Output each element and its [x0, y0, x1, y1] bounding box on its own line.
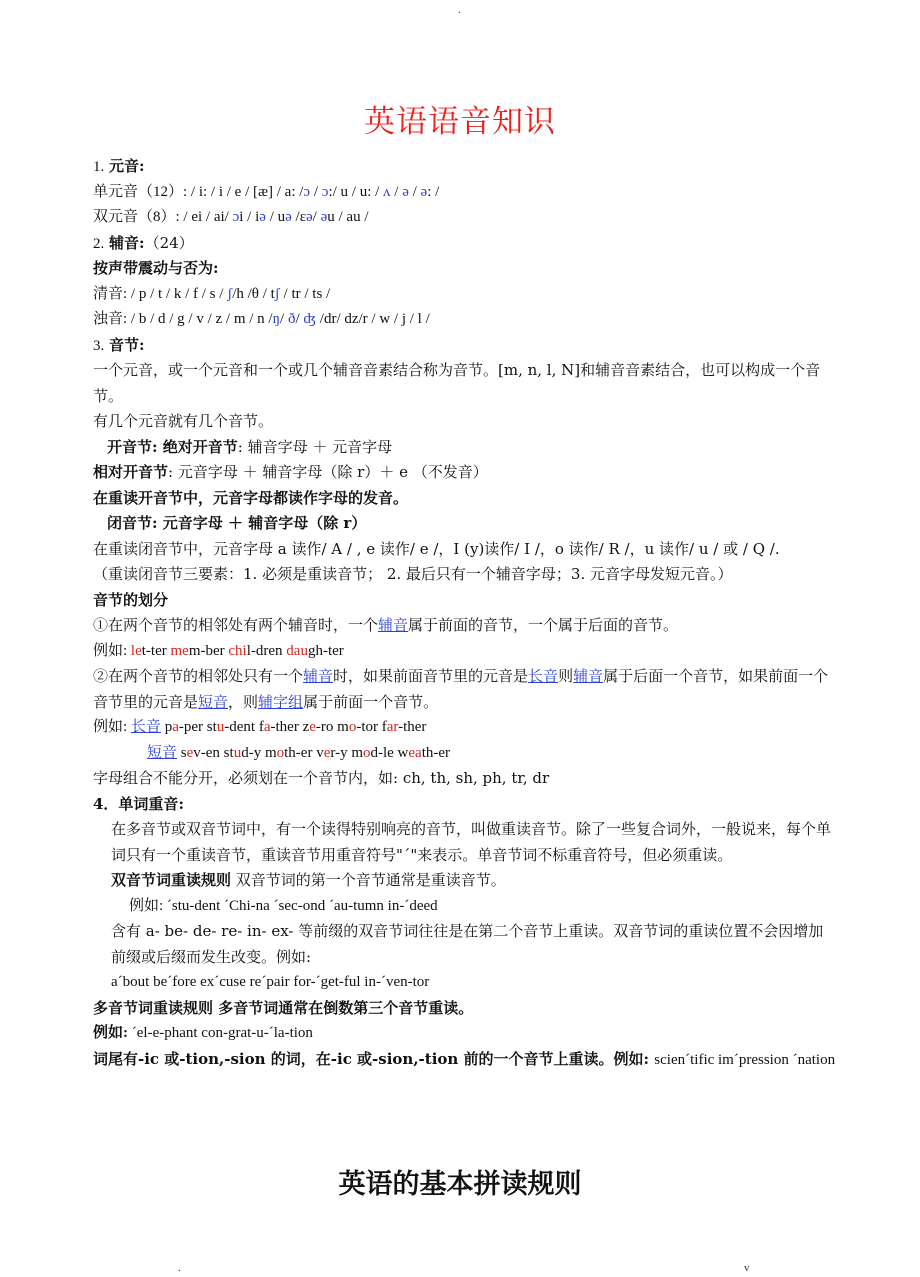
page-title: 英语语音知识 — [364, 104, 556, 140]
stress-definition: 在多音节或双音节词中，有一个读得特别响亮的音节，叫做重读音节。除了一些复合词外，一般说来，每个单词只有一个重读音节，重读音节用重音符号"ˊ"来表示。单音节词不标重音符号，但必须重读。 — [111, 820, 832, 864]
example-syllable: -ther — [398, 719, 427, 735]
short-vowel-link[interactable]: 短音 — [198, 692, 229, 711]
ipa-symbol: ə — [420, 183, 428, 200]
two-syllable-rule — [93, 868, 838, 894]
ipa-text: / u — [265, 209, 286, 225]
footer-mark-left: . — [178, 1262, 181, 1274]
example-syllable: th-er — [421, 744, 451, 761]
consonant-link[interactable]: 辅音 — [378, 616, 409, 634]
prefix-example: aˊbout beˊfore exˊcuse reˊpair for-ˊget-ful in-ˊven-tor — [111, 974, 430, 990]
consonant-link[interactable]: 辅音 — [573, 667, 604, 685]
ipa-text: / i: / i / e / [æ] / a: / — [190, 183, 304, 200]
ipa-symbol: ʃ — [274, 285, 280, 302]
section-2-heading — [93, 231, 838, 257]
ipa-symbol: ʤ — [303, 311, 317, 327]
ipa-symbol: ɔ — [303, 183, 311, 200]
ipa-text: / — [408, 183, 421, 200]
ipa-symbol: ə — [259, 209, 266, 225]
consonant-link[interactable]: 辅音 — [303, 667, 334, 685]
example-words: ˊel-e-phant con-grat-u-ˊla-tion — [131, 1025, 313, 1041]
letter-combination-rule: 字母组合不能分开，必须划在一个音节内，如: ch, th, sh, ph, tr, dr — [93, 769, 550, 787]
relative-open-syllable-line — [93, 460, 838, 486]
header-mark: . — [458, 4, 461, 16]
example-syllable: o — [362, 744, 371, 761]
example-syllable: -per st — [178, 719, 217, 735]
open-syllable-rule: : 辅音字母 ＋ 元音字母 — [237, 437, 393, 456]
multi-syllable-example — [93, 1021, 838, 1047]
division-example-1 — [93, 639, 838, 665]
section-count: （24） — [144, 233, 194, 252]
voiced-label: 浊音: — [93, 311, 131, 327]
example-syllable: l-dren — [246, 642, 287, 659]
suffix-rule-text: 词尾有-ic 或-tion,-sion 的词，在-ic 或-sion,-tion 前的一个音节上重读。例如: — [93, 1049, 655, 1068]
rule-text: ，则 — [228, 692, 259, 711]
ipa-symbol: ə — [306, 209, 313, 225]
example-syllable: th-er v — [284, 744, 324, 761]
example-syllable: u — [233, 744, 242, 761]
footer-mark-right: v — [744, 1262, 750, 1274]
example-syllable: -ro m — [315, 719, 349, 735]
rule-text: ②在两个音节的相邻处只有一个 — [93, 667, 304, 685]
ipa-text: / — [312, 209, 321, 225]
example-syllable: dau — [286, 642, 308, 659]
ipa-symbol: ɔ — [321, 183, 329, 200]
ipa-text: /h /θ / t — [232, 285, 275, 302]
voicing-heading: 按声带震动与否为: — [93, 259, 219, 277]
two-syllable-text: 双音节词的第一个音节通常是重读音节。 — [231, 871, 506, 889]
example-syllable: m-ber — [188, 642, 229, 659]
document-body — [93, 154, 838, 1073]
monophthongs-line — [93, 180, 838, 206]
example-syllable: a — [263, 719, 271, 735]
section-title-spelling-rules: 英语的基本拼读规则 — [338, 1169, 582, 1200]
ipa-symbol: ə — [285, 209, 292, 225]
example-syllable: a — [172, 719, 179, 735]
example-syllable: d-y m — [241, 744, 277, 761]
section-1-heading — [93, 154, 838, 180]
open-syllable-label: 开音节: 绝对开音节 — [107, 437, 238, 456]
multi-syllable-text: 多音节词通常在倒数第三个音节重读。 — [213, 998, 474, 1017]
ipa-text: / ei / ai/ — [183, 209, 233, 225]
example-syllable: u — [216, 719, 225, 735]
ipa-text: / — [280, 311, 288, 327]
ipa-text: i / i — [239, 209, 260, 225]
ipa-text: / — [390, 183, 403, 200]
suffix-rule — [93, 1047, 838, 1074]
two-syllable-label: 双音节词重读规则 — [111, 871, 232, 889]
example-syllable: v-en st — [193, 744, 234, 761]
section-3-heading — [93, 333, 838, 359]
ipa-text: / — [310, 183, 322, 200]
division-rule-2 — [93, 664, 838, 715]
short-vowel-link[interactable]: 短音 — [147, 744, 178, 761]
consonant-group-link[interactable]: 辅字组 — [258, 692, 304, 711]
ipa-symbol: ɔ — [232, 209, 240, 225]
open-syllable-reading-rule: 在重读开音节中，元音字母都读作字母的发音。 — [93, 488, 409, 507]
diphthongs-label: 双元音（8）: — [93, 209, 184, 225]
example-label: 例如: — [93, 642, 131, 659]
example-syllable: -ther z — [270, 719, 310, 735]
example-syllable: o — [276, 744, 285, 761]
example-syllable: d-le w — [370, 744, 409, 761]
example-syllable: ea — [408, 744, 422, 761]
ipa-text: / tr / ts / — [279, 285, 331, 302]
ipa-symbol: ʌ — [383, 183, 391, 200]
section-title: 元音: — [109, 157, 145, 175]
multi-syllable-rule — [93, 996, 838, 1022]
ipa-text: : / — [427, 183, 440, 200]
syllable-count-rule: 有几个元音就有几个音节。 — [93, 412, 274, 430]
example-syllable: e — [186, 744, 194, 761]
division-rule-1 — [93, 613, 838, 639]
rule-text: ①在两个音节的相邻处有两个辅音时，一个 — [93, 616, 379, 634]
division-example-2 — [93, 715, 838, 741]
closed-syllable-three-elements: （重读闭音节三要素：1. 必须是重读音节； 2. 最后只有一个辅音字母；3. 元音字母发短元音。） — [93, 565, 733, 583]
rule-text: 属于前面一个音节。 — [303, 692, 439, 711]
example-syllable: e — [309, 719, 316, 735]
long-vowel-link[interactable]: 长音 — [528, 667, 559, 685]
division-example-3 — [93, 741, 838, 767]
example-syllable: o — [348, 719, 357, 735]
example-label: 例如: — [93, 1025, 132, 1041]
open-syllable-line — [93, 435, 838, 461]
example-label: 例如: — [93, 719, 131, 735]
example-syllable: t-ter — [141, 642, 171, 659]
ipa-symbol: ŋ — [272, 311, 281, 327]
syllable-definition: 一个元音，或一个元音和一个或几个辅音音素结合称为音节。[m, n, l, N]和辅音音素结合，也可以构成一个音节。 — [93, 361, 821, 405]
relative-open-rule: : 元音字母 ＋ 辅音字母（除 r）＋ e （不发音） — [168, 463, 488, 481]
example-syllable: gh-ter — [307, 642, 344, 659]
closed-syllable-line: 闭音节: 元音字母 ＋ 辅音字母（除 r） — [107, 514, 367, 532]
diphthongs-line — [93, 205, 838, 231]
ipa-text: /ɛ — [291, 209, 306, 225]
example-syllable: s — [177, 744, 187, 761]
suffix-example: scienˊtific imˊpression ˊnation — [654, 1051, 836, 1068]
rule-text: 属于前面的音节，一个属于后面的音节。 — [408, 616, 679, 634]
example-syllable: -tor f — [356, 719, 387, 735]
ipa-symbol: ə — [320, 209, 328, 225]
example-syllable: chi — [228, 642, 247, 659]
section-title: 音节: — [109, 335, 145, 354]
ipa-text: :/ u / u: / — [328, 183, 384, 200]
two-syllable-example: 例如: ˊstu-dent ˊChi-na ˊsec-ond ˊau-tumn in-ˊdeed — [129, 897, 438, 914]
ipa-text: / — [295, 311, 304, 327]
syllable-division-heading: 音节的划分 — [93, 590, 169, 609]
section-number: 2. — [93, 235, 105, 252]
section-4-heading: 4．单词重音: — [93, 794, 184, 813]
section-number: 1. — [93, 159, 105, 175]
monophthongs-label: 单元音（12）: — [93, 183, 191, 200]
ipa-text: /dr/ dz/r / w / j / l / — [316, 311, 430, 327]
rule-text: 属于后面一个音节，如果前面一个音节里的元音是 — [93, 667, 829, 711]
ipa-text: u / au / — [327, 209, 369, 225]
example-syllable: r-y m — [330, 744, 363, 761]
section-number: 3. — [93, 337, 105, 354]
example-syllable: e — [323, 744, 331, 761]
example-syllable: ar — [386, 719, 399, 735]
ipa-symbol: ə — [402, 183, 409, 200]
voiceless-label: 清音: — [93, 285, 131, 302]
voiced-line — [93, 307, 838, 333]
example-syllable: -dent f — [224, 719, 264, 735]
closed-syllable-reading-rule: 在重读闭音节中，元音字母 a 读作/ A / , e 读作/ e /，I (y)读作/ I /，o 读作/ R /，u 读作/ u / 或 / Q /. — [93, 539, 780, 558]
rule-text: 时，如果前面音节里的元音是 — [333, 667, 529, 685]
multi-syllable-label: 多音节词重读规则 — [93, 998, 214, 1017]
example-syllable: le — [130, 642, 142, 659]
ipa-symbol: ð — [287, 311, 296, 327]
relative-open-label: 相对开音节 — [93, 463, 169, 481]
ipa-text: / p / t / k / f / s / — [130, 285, 228, 302]
voiceless-line — [93, 282, 838, 308]
ipa-text: / b / d / g / v / z / m / n / — [130, 311, 273, 327]
section-title: 辅音: — [109, 233, 145, 252]
rule-text: 则 — [558, 667, 574, 685]
example-syllable: me — [170, 642, 189, 659]
example-syllable: p — [160, 719, 173, 735]
long-vowel-link[interactable]: 长音 — [130, 719, 161, 735]
prefix-rule: 含有 a- be- de- re- in- ex- 等前缀的双音节词往往是在第二个音节上重读。双音节词的重读位置不会因增加前缀或后缀而发生改变。例如: — [111, 922, 824, 966]
ipa-symbol: ʃ — [227, 285, 233, 302]
